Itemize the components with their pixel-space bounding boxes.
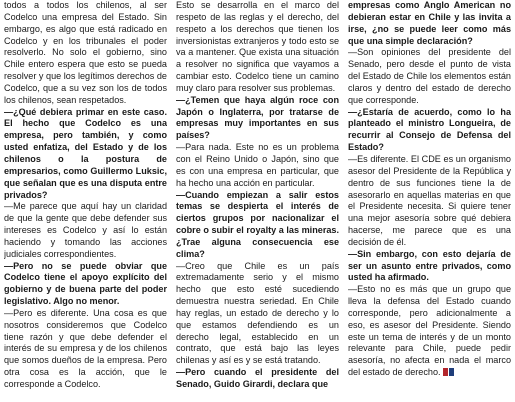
answer-paragraph-final — [348, 284, 511, 379]
question-paragraph: —Cuando empiezan a salir estos temas se despierta el interés de ciertos grupos por nacionalizar el cobre o subir el royalty a las mineras. ¿Trae alguna consecuencia ese clima? — [176, 189, 339, 259]
text-column-1 — [4, 0, 167, 402]
text-column-2 — [176, 0, 339, 402]
end-of-article-mark-icon — [443, 368, 454, 376]
answer-paragraph: —Me parece que aquí hay un claridad de que la gente que debe defender sus intereses es Codelco y así lo están haciendo y tomando las acciones judiciales correspondientes. — [4, 201, 167, 259]
answer-paragraph: —Para nada. Este no es un problema con el Reino Unido o Japón, sino que es con una empresa en particular, que ha hecho una acción en particular. — [176, 142, 339, 188]
answer-paragraph: todos a todos los chilenos, al ser Codelco una empresa del Estado. Sin embargo, es algo que está radicado en Codelco y en los tribunales el poder resolverlo. No solo el gobierno, sino Chile entero espera que esto se pueda resolver y que los legítimos derechos de Codelco, que a su vez son los de todos los chilenos, sean respetados. — [4, 0, 167, 105]
question-paragraph: —Sin embargo, con esto dejaría de ser un asunto entre privados, como usted ha afirmado. — [348, 248, 511, 283]
question-paragraph: —¿Qué debiera primar en este caso. El hecho que Codelco es una empresa, pero también, y como usted enfatiza, del Estado y de los chilenos o la postura de empresarios, como Guillermo Luksic, que señalan que es una disputa entre privados? — [4, 106, 167, 200]
answer-paragraph: —Es diferente. El CDE es un organismo asesor del Presidente de la República y dentro de sus funciones tiene la de asesorarlo en aquellas materias en que el Presidente necesita. Si quiere tener una mejor asesoría sobre qué debiera hacerse, me parece que es una decisión de él. — [348, 153, 511, 247]
question-paragraph: —Pero cuando el presidente del Senado, Guido Girardi, declara que — [176, 367, 339, 389]
answer-paragraph: —Son opiniones del presidente del Senado, pero desde el punto de vista del Estado de Chile los elementos están claros y dentro del estado de derecho que corresponde. — [348, 47, 511, 105]
answer-paragraph: —Pero es diferente. Una cosa es que nosotros consideremos que Codelco tiene razón y que debe defender el interés de su empresa y de los chilenos que somos dueños de la empresa. Pero otra cosa es la acción, que le corresponde a Codelco. — [4, 307, 167, 389]
final-answer-text: —Esto no es más que un grupo que lleva la defensa del Estado cuando corresponde, pero adicionalmente a eso, es asesor del Presidente. Siendo este un tema de interés y de un monto relevante para Chile, puede pedir asesoría, no afecta en nada el marco del estado de derecho. — [348, 284, 511, 378]
question-paragraph: empresas como Anglo American no debieran estar en Chile y las invita a irse, ¿no se puede leer como más que una simple declaración? — [348, 0, 511, 46]
answer-paragraph: Esto se desarrolla en el marco del respeto de las reglas y el derecho, del respeto a los derechos que tienen los inversionistas extranjeros y todo esto se va a mantener. Que exista una situación a resolver no significa que vayamos a cambiar esto. Codelco tiene un camino muy claro para resolver sus problemas. — [176, 0, 339, 93]
answer-paragraph: —Creo que Chile es un país extremadamente serio y el mismo hecho que esto esté sucediendo demuestra nuestra seriedad. En Chile hay reglas, un estado de derecho y lo que estamos defendiendo es un derecho legal, establecido en un contrato, que está bajo las leyes chilenas y así es y se está tratando. — [176, 260, 339, 366]
question-paragraph: —¿Estaría de acuerdo, como lo ha planteado el ministro Longueira, de recurrir al Consejo de Defensa del Estado? — [348, 106, 511, 153]
text-column-3 — [348, 0, 511, 402]
question-paragraph: —¿Temen que haya algún roce con Japón o Inglaterra, por tratarse de empresas muy importantes en sus países? — [176, 94, 339, 141]
question-paragraph: —Pero no se puede obviar que Codelco tiene el apoyo explícito del gobierno y de buena parte del poder legislativo. Algo no menor. — [4, 260, 167, 307]
